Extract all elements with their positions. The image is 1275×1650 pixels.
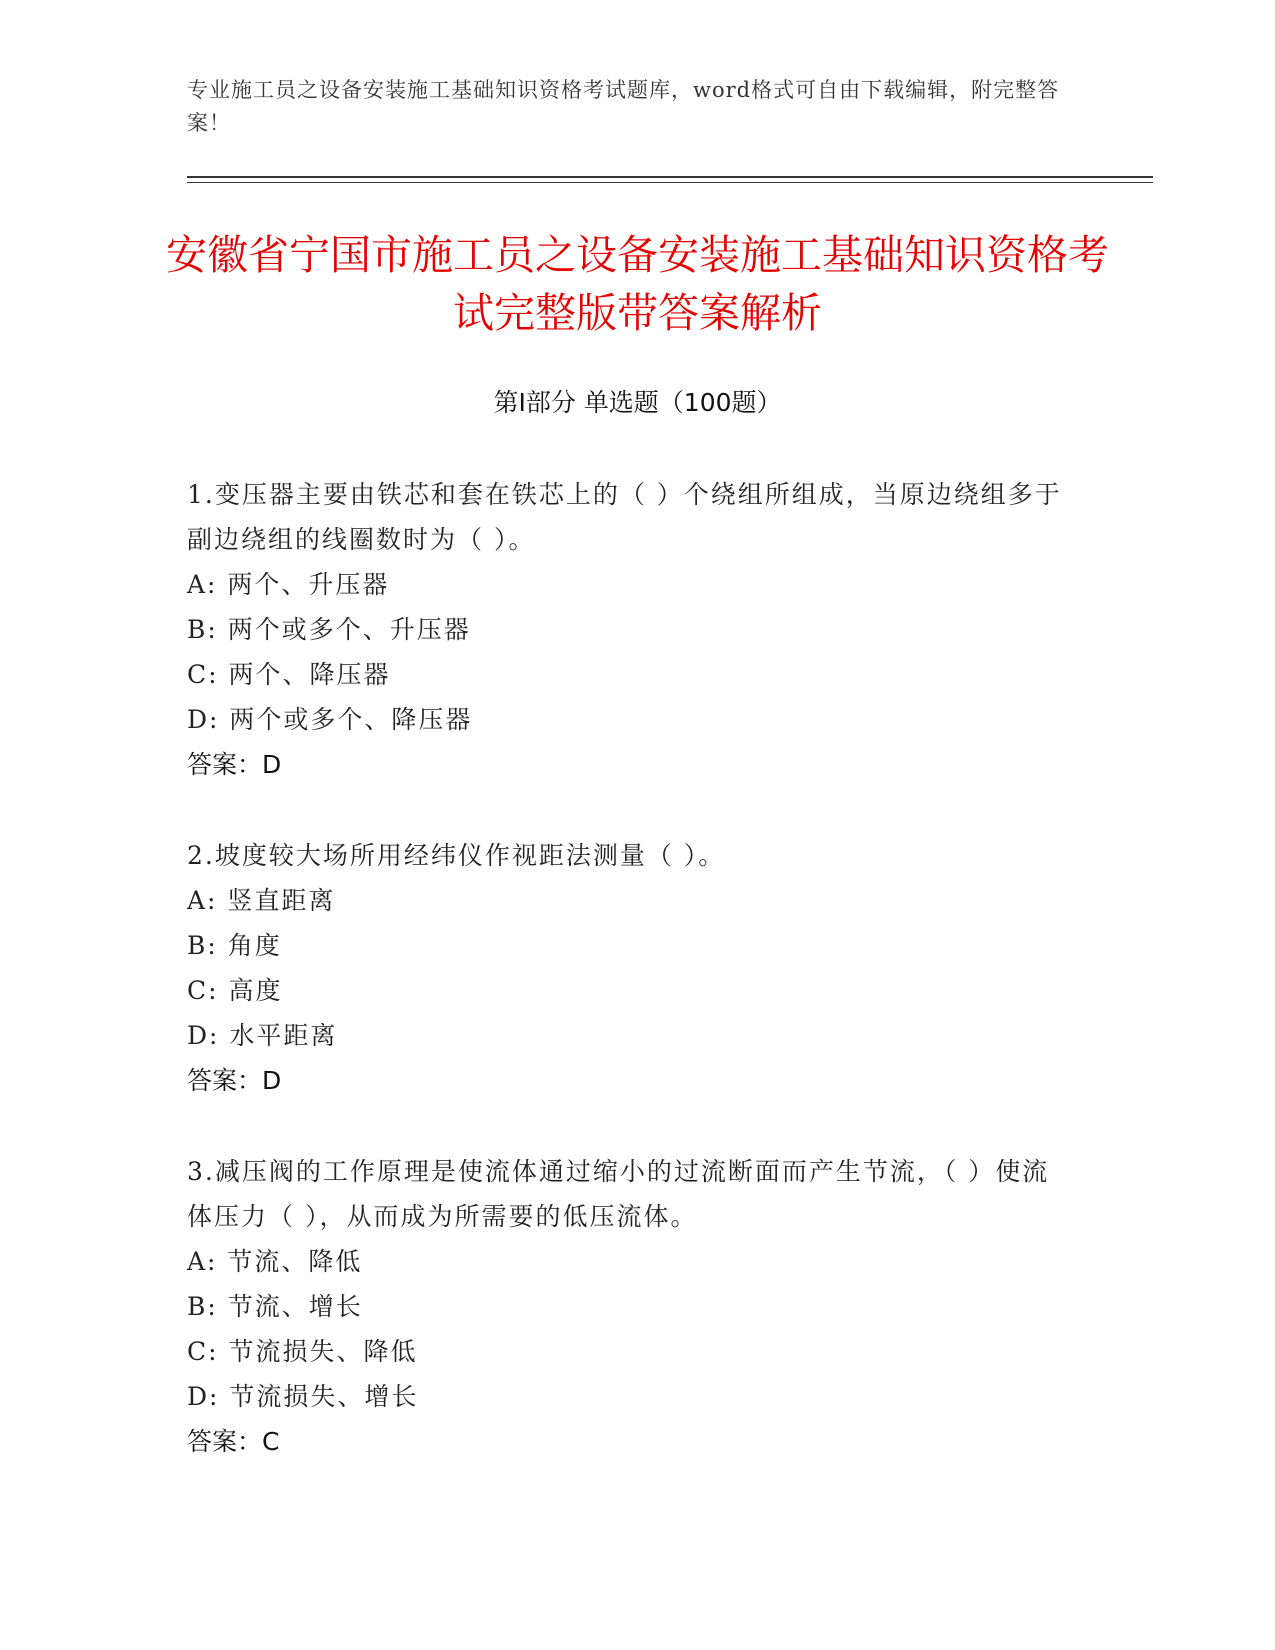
question-2 [187,833,1067,1103]
header-divider-thin [187,182,1153,183]
option-b: B: 节流、增长 [187,1292,363,1321]
answer: 答案：D [187,750,282,779]
option-b: B: 角度 [187,931,282,960]
option-d: D: 水平距离 [187,1021,338,1050]
answer: 答案：D [187,1066,282,1095]
question-1 [187,472,1067,787]
option-a: A: 竖直距离 [187,886,336,915]
question-stem: 1.变压器主要由铁芯和套在铁芯上的（ ）个绕组所组成，当原边绕组多于副边绕组的线圈数时为（ ）。 [187,480,1062,554]
option-c: C: 高度 [187,976,283,1005]
question-3 [187,1149,1067,1464]
question-stem: 3.减压阀的工作原理是使流体通过缩小的过流断面而产生节流，（ ）使流体压力（ ），从而成为所需要的低压流体。 [187,1157,1050,1231]
header-note: 专业施工员之设备安装施工基础知识资格考试题库，word格式可自由下载编辑，附完整答案！ [187,78,1060,135]
option-d: D: 两个或多个、降压器 [187,705,473,734]
document-title: 安徽省宁国市施工员之设备安装施工基础知识资格考试完整版带答案解析 [166,231,1109,337]
option-c: C: 节流损失、降低 [187,1337,418,1366]
question-list [187,472,1067,1510]
option-a: A: 两个、升压器 [187,570,390,599]
option-a: A: 节流、降低 [187,1247,363,1276]
section-title: 第Ⅰ部分 单选题（100题） [493,388,782,417]
option-b: B: 两个或多个、升压器 [187,615,471,644]
header-divider-thick [187,176,1153,178]
option-d: D: 节流损失、增长 [187,1382,419,1411]
option-c: C: 两个、降压器 [187,660,391,689]
answer: 答案：C [187,1427,280,1456]
question-stem: 2.坡度较大场所用经纬仪作视距法测量（ ）。 [187,841,726,870]
